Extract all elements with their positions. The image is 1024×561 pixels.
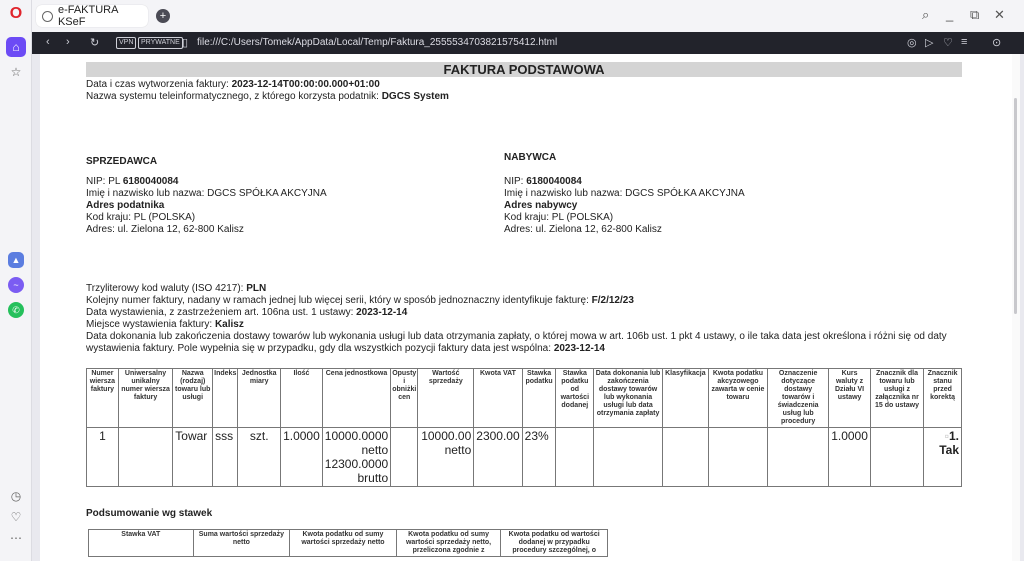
cell-date [594, 428, 663, 487]
col-header: Wartość sprzedaży [418, 369, 474, 428]
snap-icon[interactable]: ⧉ [970, 7, 980, 22]
col-header: Uniwersalny unikalny numer wiersza faktury [118, 369, 172, 428]
private-badge: PRYWATNE [138, 37, 183, 49]
seller-nip: NIP: PL 6180040084 [86, 176, 179, 187]
wallet-icon[interactable]: ⊙ [992, 37, 1002, 49]
generation-date-line: Data i czas wytworzenia faktury: 2023-12-14T00:00:00.000+01:00 [86, 79, 380, 90]
cell-procedure [768, 428, 829, 487]
col-header: Kwota podatku od wartości dodanej w przypadku procedury szczególnej, o [501, 530, 608, 557]
col-header: Kwota podatku od sumy wartości sprzedaży netto [290, 530, 397, 557]
buyer-country: Kod kraju: PL (POLSKA) [504, 212, 614, 223]
seller-address-heading: Adres podatnika [86, 200, 165, 211]
cell-vat: 2300.00 [474, 428, 522, 487]
cell-before-correction: ▫1. Tak [924, 428, 962, 487]
cell-value: 10000.00 netto [418, 428, 474, 487]
invoice-number-line: Kolejny numer faktury, nadany w ramach jednej lub więcej serii, który w sposób jednoznaczny identyfikuje fakturę: F/2/12/23 [86, 295, 634, 306]
col-header: Kwota podatku od sumy wartości sprzedaży netto, przeliczona zgodnie z [396, 530, 501, 557]
cell-uuid [118, 428, 172, 487]
issue-date-line: Data wystawienia, z zastrzeżeniem art. 106na ust. 1 ustawy: 2023-12-14 [86, 307, 408, 318]
table-row [87, 428, 962, 487]
col-header: Kwota VAT [474, 369, 522, 428]
address-bar [32, 32, 1024, 54]
col-header: Cena jednostkowa [322, 369, 390, 428]
minimize-icon[interactable]: _ [946, 7, 954, 22]
cell-discount [391, 428, 418, 487]
camera-icon[interactable]: ◎ [907, 37, 917, 49]
tab-title: e-FAKTURA KSeF [57, 4, 118, 28]
delivery-date-line-1: Data dokonania lub zakończenia dostawy towarów lub wykonania usługi lub data otrzymania zapłaty, o której mowa w art. 106b ust. 1 pkt 4 ustawy, o ile taka data jest określona i różni się od daty [86, 331, 947, 342]
cell-rate: 23% [522, 428, 556, 487]
summary-header-row [89, 530, 608, 557]
cell-index: sss [213, 428, 238, 487]
cell-nr: 1 [87, 428, 119, 487]
col-header: Stawka podatku od wartości dodanej [556, 369, 594, 428]
favorites-heart-icon[interactable]: ♡ [10, 510, 22, 524]
buyer-heading: NABYWCA [504, 152, 557, 163]
globe-icon [42, 11, 53, 22]
summary-table [88, 529, 608, 557]
seller-country: Kod kraju: PL (POLSKA) [86, 212, 196, 223]
summary-heading: Podsumowanie wg stawek [86, 508, 213, 519]
bookmarks-star-icon[interactable]: ☆ [10, 65, 22, 79]
back-icon[interactable]: ‹ [46, 36, 50, 48]
col-header: Jednostka miary [238, 369, 281, 428]
forward-icon[interactable]: › [66, 36, 70, 48]
opera-logo-icon[interactable]: O [9, 5, 23, 22]
col-header: Klasyfikacja [662, 369, 708, 428]
issue-place-line: Miejsce wystawienia faktury: Kalisz [86, 319, 244, 330]
vpn-badge[interactable]: VPN [116, 37, 136, 49]
col-header: Data dokonania lub zakończenia dostawy towarów lub wykonania usługi lub data otrzymania zapłaty [594, 369, 663, 428]
aria-icon[interactable]: ▲ [8, 252, 24, 268]
currency-line: Trzyliterowy kod waluty (ISO 4217): PLN [86, 283, 267, 294]
cell-rate-oss [556, 428, 594, 487]
col-header: Stawka VAT [89, 530, 194, 557]
items-table [86, 368, 962, 487]
col-header: Ilość [281, 369, 323, 428]
seller-name: Imię i nazwisko lub nazwa: DGCS SPÓŁKA AKCYJNA [86, 188, 327, 199]
cell-class [662, 428, 708, 487]
cell-price: 10000.0000 netto 12300.0000 brutto [322, 428, 390, 487]
whatsapp-icon[interactable]: ✆ [8, 302, 24, 318]
file-icon: ▯ [182, 37, 189, 49]
col-header: Oznaczenie dotyczące dostawy towarów i świadczenia usług lub procedury [768, 369, 829, 428]
col-header: Stawka podatku [522, 369, 556, 428]
col-header: Znacznik stanu przed korektą [924, 369, 962, 428]
scrollbar-thumb[interactable] [1014, 98, 1017, 314]
close-window-icon[interactable]: ✕ [994, 7, 1005, 22]
delivery-date-line-2: wystawienia faktury. Pole wypełnia się w przypadku, gdy dla wszystkich pozycji faktury data jest wspólna: 2023-12-14 [86, 343, 605, 354]
reload-icon[interactable]: ↻ [90, 37, 100, 49]
cell-qty: 1.0000 [281, 428, 323, 487]
cell-annex15 [870, 428, 923, 487]
home-icon[interactable]: ⌂ [6, 37, 26, 57]
buyer-address-heading: Adres nabywcy [504, 200, 578, 211]
tab-e-faktura[interactable] [36, 5, 148, 27]
easy-setup-icon[interactable]: ≡ [961, 36, 968, 48]
col-header: Indeks [213, 369, 238, 428]
seller-address: Adres: ul. Zielona 12, 62-800 Kalisz [86, 224, 244, 235]
system-name-line: Nazwa systemu teleinformatycznego, z którego korzysta podatnik: DGCS System [86, 91, 449, 102]
browser-sidebar [0, 0, 32, 561]
new-tab-button[interactable]: + [156, 9, 170, 23]
col-header: Znacznik dla towaru lub usługi z załącznika nr 15 do ustawy [870, 369, 923, 428]
checkbox-icon[interactable]: ▫ [944, 429, 949, 443]
col-header: Numer wiersza faktury [87, 369, 119, 428]
more-icon[interactable]: ⋯ [10, 531, 22, 545]
tab-bar [32, 0, 1024, 32]
col-header: Nazwa (rodzaj) towaru lub usługi [173, 369, 213, 428]
cell-fx-rate: 1.0000 [829, 428, 871, 487]
heart-icon[interactable]: ♡ [943, 37, 953, 49]
invoice-title: FAKTURA PODSTAWOWA [86, 62, 962, 77]
url-field[interactable]: file:///C:/Users/Tomek/AppData/Local/Temp/Faktura_2555534703821575412.html [197, 37, 558, 48]
vertical-scrollbar[interactable] [1012, 54, 1020, 561]
items-header-row [87, 369, 962, 428]
page-viewport [40, 54, 1020, 561]
cell-excise [708, 428, 767, 487]
cell-unit: szt. [238, 428, 281, 487]
seller-heading: SPRZEDAWCA [86, 156, 158, 167]
flow-icon[interactable]: ▷ [925, 37, 934, 49]
buyer-name: Imię i nazwisko lub nazwa: DGCS SPÓŁKA AKCYJNA [504, 188, 745, 199]
cell-name: Towar [173, 428, 213, 487]
search-tabs-icon[interactable]: ⌕ [922, 7, 930, 22]
messenger-icon[interactable]: ~ [8, 277, 24, 293]
buyer-nip: NIP: 6180040084 [504, 176, 582, 187]
col-header: Opusty i obniżki cen [391, 369, 418, 428]
history-icon[interactable]: ◷ [10, 489, 22, 503]
col-header: Kurs waluty z Działu VI ustawy [829, 369, 871, 428]
col-header: Suma wartości sprzedaży netto [193, 530, 290, 557]
col-header: Kwota podatku akcyzowego zawarta w cenie towaru [708, 369, 767, 428]
buyer-address: Adres: ul. Zielona 12, 62-800 Kalisz [504, 224, 662, 235]
